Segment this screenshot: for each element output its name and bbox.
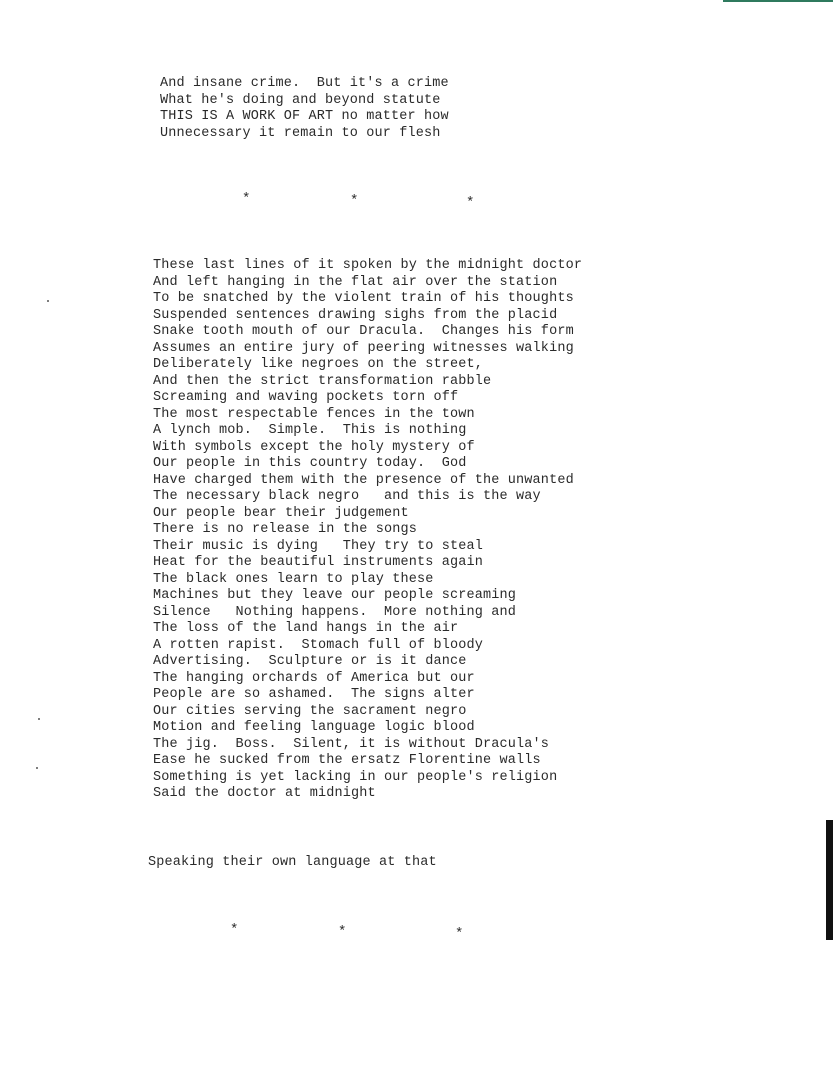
separator-asterisk: *	[230, 922, 239, 938]
separator-asterisk: *	[242, 191, 251, 207]
poem-line: Heat for the beautiful instruments again	[153, 555, 484, 570]
scan-speck	[47, 300, 49, 302]
poem-line: What he's doing and beyond statute	[160, 92, 441, 108]
poem-line: Speaking their own language at that	[148, 855, 437, 870]
poem-line: The jig. Boss. Silent, it is without Dracula's	[153, 736, 550, 752]
poem-line: The necessary black negro and this is the way	[153, 489, 541, 504]
poem-line: And insane crime. But it's a crime	[160, 76, 449, 91]
poem-line: Have charged them with the presence of the unwanted	[153, 472, 574, 488]
scan-edge-top	[723, 0, 833, 2]
scan-speck	[36, 767, 38, 769]
poem-line: Snake tooth mouth of our Dracula. Changes his form	[153, 324, 574, 339]
poem-line: Advertising. Sculpture or is it dance	[153, 654, 467, 669]
poem-line: To be snatched by the violent train of his thoughts	[153, 291, 574, 306]
poem-line: Our people in this country today. God	[153, 456, 467, 471]
stanza-2	[153, 258, 582, 803]
poem-line: Machines but they leave our people screaming	[153, 588, 517, 603]
separator-asterisk: *	[350, 193, 359, 209]
separator-asterisk: *	[455, 926, 464, 942]
poem-line: Assumes an entire jury of peering witnesses walking	[153, 340, 574, 356]
separator-asterisk: *	[338, 924, 347, 940]
stanza-1	[160, 76, 449, 142]
poem-line: Screaming and waving pockets torn off	[153, 390, 459, 405]
poem-line: And left hanging in the flat air over the station	[153, 274, 558, 290]
poem-line: The most respectable fences in the town	[153, 406, 475, 422]
poem-line: With symbols except the holy mystery of	[153, 439, 475, 455]
poem-line: These last lines of it spoken by the midnight doctor	[153, 258, 583, 273]
poem-line: A rotten rapist. Stomach full of bloody	[153, 637, 484, 653]
poem-line: Said the doctor at midnight	[153, 786, 376, 801]
poem-line: Their music is dying They try to steal	[153, 538, 484, 554]
scan-speck	[38, 718, 40, 720]
poem-line: There is no release in the songs	[153, 522, 418, 537]
poem-line: A lynch mob. Simple. This is nothing	[153, 423, 467, 438]
poem-line: People are so ashamed. The signs alter	[153, 687, 475, 702]
poem-line: The black ones learn to play these	[153, 571, 434, 587]
poem-line: Deliberately like negroes on the street,	[153, 357, 484, 372]
poem-line: THIS IS A WORK OF ART no matter how	[160, 109, 449, 124]
poem-line: And then the strict transformation rabble	[153, 373, 492, 389]
separator-asterisk: *	[466, 195, 475, 211]
poem-line: Something is yet lacking in our people's religion	[153, 769, 558, 785]
poem-line: Our cities serving the sacrament negro	[153, 703, 467, 719]
poem-line: Ease he sucked from the ersatz Florentine walls	[153, 753, 541, 768]
poem-line: Silence Nothing happens. More nothing and	[153, 604, 517, 620]
poem-line: Suspended sentences drawing sighs from the placid	[153, 307, 558, 323]
poem-line: Motion and feeling language logic blood	[153, 720, 475, 735]
stanza-3	[148, 855, 437, 872]
scan-edge-right	[826, 820, 833, 940]
poem-line: Unnecessary it remain to our flesh	[160, 125, 441, 141]
poem-line: Our people bear their judgement	[153, 505, 409, 521]
poem-line: The loss of the land hangs in the air	[153, 621, 459, 636]
poem-line: The hanging orchards of America but our	[153, 670, 475, 686]
